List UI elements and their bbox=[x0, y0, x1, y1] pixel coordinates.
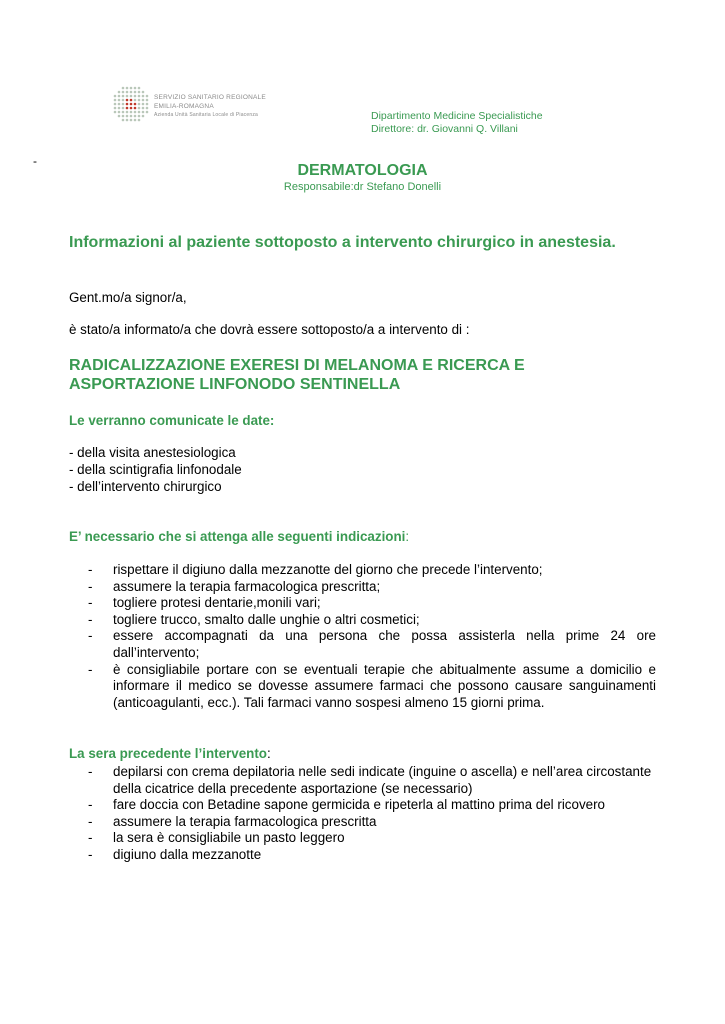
department-director: Direttore: dr. Giovanni Q. Villani bbox=[371, 123, 518, 135]
logo-dot bbox=[146, 103, 149, 106]
logo-dot bbox=[146, 107, 149, 110]
logo-dot bbox=[134, 111, 137, 114]
list-item: - la sera è consigliabile un pasto leggero bbox=[88, 830, 345, 846]
indications-heading-text: E’ necessario che si attenga alle seguenti indicazioni bbox=[69, 529, 406, 544]
logo-dot bbox=[134, 107, 137, 110]
dates-list bbox=[69, 444, 242, 495]
logo-dot bbox=[126, 119, 129, 122]
logo-dot bbox=[130, 95, 133, 98]
logo-dot bbox=[142, 107, 145, 110]
logo-dot bbox=[142, 115, 145, 118]
evening-heading-text: La sera precedente l’intervento bbox=[69, 746, 267, 761]
logo-dot bbox=[118, 115, 121, 118]
list-item: - digiuno dalla mezzanotte bbox=[88, 846, 262, 862]
logo-dot bbox=[130, 99, 133, 102]
unit-title: DERMATOLOGIA bbox=[297, 162, 428, 179]
margin-dash: - bbox=[33, 154, 37, 168]
logo-dot bbox=[118, 107, 121, 110]
evening-list bbox=[88, 764, 656, 864]
logo-dot bbox=[134, 87, 137, 90]
intro-text: è stato/a informato/a che dovrà essere sottoposto/a a intervento di : bbox=[69, 322, 470, 337]
logo-dot bbox=[146, 95, 149, 98]
logo-dot bbox=[118, 91, 121, 94]
logo bbox=[113, 86, 293, 122]
logo-dot bbox=[130, 91, 133, 94]
logo-dot bbox=[130, 115, 133, 118]
document-heading: Informazioni al paziente sottoposto a intervento chirurgico in anestesia. bbox=[69, 234, 616, 251]
logo-dot bbox=[138, 115, 141, 118]
logo-dot bbox=[138, 99, 141, 102]
unit-responsible: Responsabile:dr Stefano Donelli bbox=[283, 181, 442, 193]
logo-dot bbox=[138, 95, 141, 98]
list-item: - essere accompagnati da una persona che possa assisterla nella prime 24 ore dall’intervento; bbox=[88, 628, 656, 660]
procedure-line-1: RADICALIZZAZIONE EXERESI DI MELANOMA E RICERCA E bbox=[69, 357, 525, 374]
logo-dot bbox=[122, 99, 125, 102]
logo-dot bbox=[138, 111, 141, 114]
logo-dot bbox=[126, 103, 129, 106]
logo-dot bbox=[138, 103, 141, 106]
list-item: - depilarsi con crema depilatoria nelle sedi indicate (inguine o ascella) e nell’area circostante della cicatrice della precedente asportazione (se necessario) bbox=[88, 764, 652, 796]
logo-dot bbox=[142, 95, 145, 98]
logo-dot bbox=[122, 115, 125, 118]
logo-dot bbox=[122, 95, 125, 98]
logo-dot bbox=[134, 115, 137, 118]
logo-dot bbox=[114, 95, 117, 98]
logo-line-2: EMILIA-ROMAGNA bbox=[154, 103, 214, 110]
list-item: - assumere la terapia farmacologica prescritta; bbox=[88, 578, 381, 594]
logo-dot bbox=[122, 107, 125, 110]
logo-dot bbox=[122, 87, 125, 90]
logo-dot bbox=[134, 119, 137, 122]
department-name: Dipartimento Medicine Specialistiche bbox=[371, 110, 543, 122]
list-item: - togliere trucco, smalto dalle unghie o altri cosmetici; bbox=[88, 611, 420, 627]
logo-dot bbox=[122, 103, 125, 106]
evening-heading-colon: : bbox=[266, 746, 271, 761]
evening-heading bbox=[69, 746, 271, 761]
logo-dot bbox=[130, 103, 133, 106]
logo-dot bbox=[142, 91, 145, 94]
list-item: - fare doccia con Betadine sapone germicida e ripeterla al mattino prima del ricovero bbox=[88, 797, 605, 813]
logo-dot bbox=[138, 107, 141, 110]
logo-dot bbox=[130, 119, 133, 122]
indications-list bbox=[88, 562, 656, 711]
logo-dot bbox=[134, 91, 137, 94]
logo-line-3: Azienda Unità Sanitaria Locale di Piacenza bbox=[154, 112, 259, 118]
logo-dot bbox=[126, 107, 129, 110]
logo-dot bbox=[130, 107, 133, 110]
logo-dot bbox=[122, 119, 125, 122]
logo-dot bbox=[146, 111, 149, 114]
logo-dot bbox=[118, 95, 121, 98]
logo-dot bbox=[134, 95, 137, 98]
dates-heading: Le verranno comunicate le date: bbox=[69, 413, 275, 428]
logo-dot bbox=[118, 111, 121, 114]
logo-dot bbox=[134, 99, 137, 102]
logo-dot bbox=[114, 99, 117, 102]
logo-dot bbox=[126, 99, 129, 102]
logo-dot bbox=[118, 99, 121, 102]
logo-dot bbox=[126, 115, 129, 118]
list-item: - della scintigrafia linfonodale bbox=[69, 462, 242, 477]
logo-dot bbox=[126, 111, 129, 114]
logo-dot bbox=[126, 91, 129, 94]
logo-dot bbox=[130, 111, 133, 114]
logo-dot bbox=[138, 91, 141, 94]
logo-dot bbox=[134, 103, 137, 106]
list-item: - assumere la terapia farmacologica prescritta bbox=[88, 813, 377, 829]
procedure-title bbox=[69, 356, 669, 394]
logo-dot-grid bbox=[113, 86, 151, 122]
procedure-line-2: ASPORTAZIONE LINFONODO SENTINELLA bbox=[69, 376, 401, 393]
logo-dot bbox=[142, 99, 145, 102]
logo-dot bbox=[142, 103, 145, 106]
logo-line-1: SERVIZIO SANITARIO REGIONALE bbox=[154, 94, 266, 101]
logo-dot bbox=[114, 103, 117, 106]
logo-dot bbox=[142, 111, 145, 114]
logo-dot bbox=[126, 87, 129, 90]
greeting: Gent.mo/a signor/a, bbox=[69, 290, 187, 305]
logo-dot bbox=[114, 111, 117, 114]
list-item: - della visita anestesiologica bbox=[69, 445, 236, 460]
logo-dot bbox=[114, 107, 117, 110]
list-item: - togliere protesi dentarie,monili vari; bbox=[88, 595, 321, 611]
indications-heading bbox=[69, 529, 409, 544]
logo-dot bbox=[122, 111, 125, 114]
logo-dot bbox=[122, 91, 125, 94]
logo-dot bbox=[138, 119, 141, 122]
logo-dot bbox=[130, 87, 133, 90]
logo-dot bbox=[146, 99, 149, 102]
list-item: - rispettare il digiuno dalla mezzanotte del giorno che precede l’intervento; bbox=[88, 562, 543, 577]
indications-heading-colon: : bbox=[405, 529, 410, 544]
list-item: - è consigliabile portare con se eventuali terapie che abitualmente assume a domicilio e informare il medico se dovesse assumere farmaci che possono causare sanguinamenti (anticoagulanti, ecc.). Tali farmaci vanno sospesi almeno 15 giorni prima. bbox=[88, 661, 656, 710]
logo-dot bbox=[126, 95, 129, 98]
logo-dot bbox=[138, 87, 141, 90]
logo-dot bbox=[118, 103, 121, 106]
list-item: - dell’intervento chirurgico bbox=[69, 479, 222, 494]
